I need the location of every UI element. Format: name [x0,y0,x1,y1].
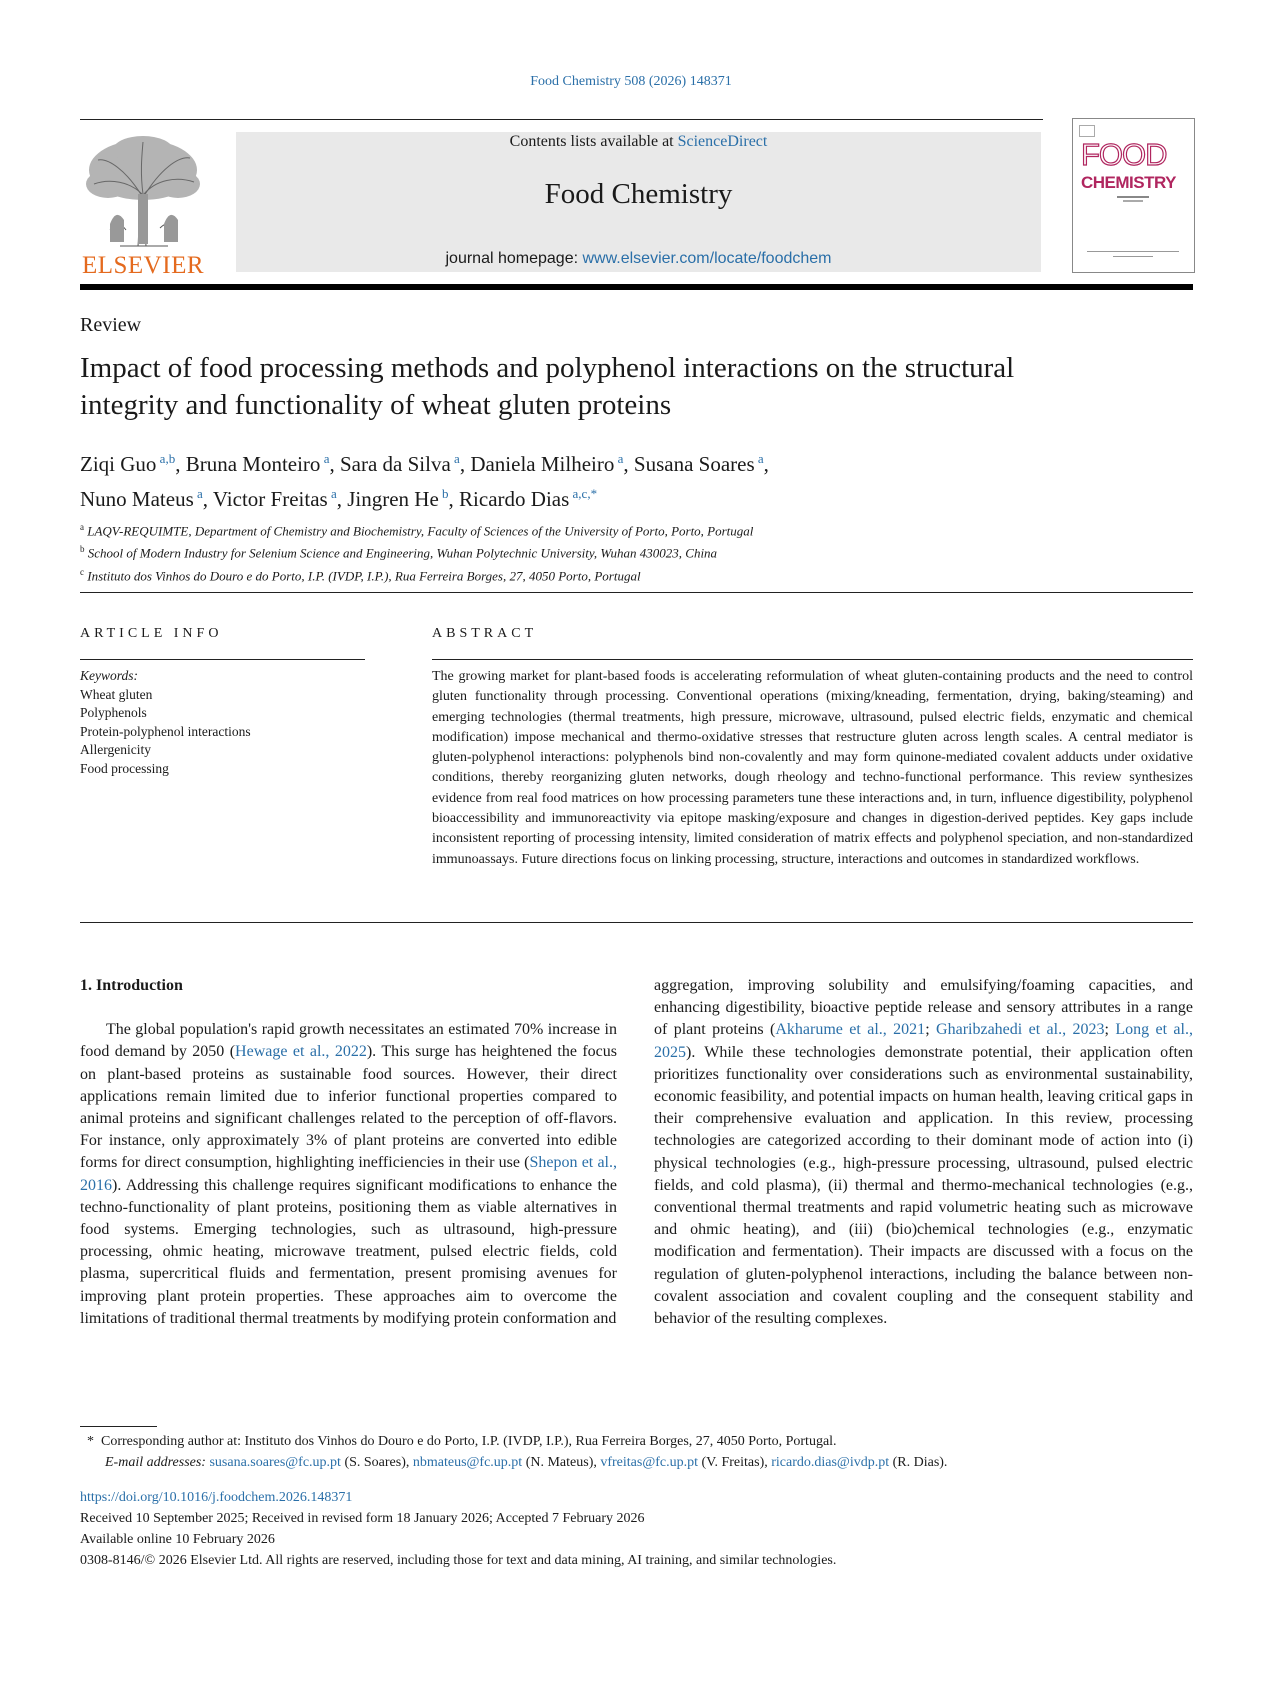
elsevier-tree-icon [80,134,206,250]
intro-left-text-3: ). Addressing this challenge requires significant modifications to enhance the techno-functionality of plant proteins, positioning them as viable alternatives in food systems. Emerging technologies, such as ultrasound, high-pressure processing, ohmic heating, microwave treatment, pulsed electric fields, cold plasma, supercritical fluids and fermentation, present promising avenues for improving plant protein properties. These approaches aim to overcome the limitations of traditional thermal treatments by modifying protein conformation and [80,1176,617,1327]
author-affiliation-mark[interactable]: b [438,486,449,501]
author-affiliation-mark[interactable]: a [614,451,624,466]
author-line-2 [80,479,1180,514]
author-line-1 [80,444,1180,479]
body-column-right [654,975,1193,1330]
author-name[interactable]: Ziqi Guo [80,452,157,476]
email-link[interactable]: vfreitas@fc.up.pt [600,1455,698,1470]
corresponding-author-text: Corresponding author at: Instituto dos Vinhos do Douro e do Porto, I.P. (IVDP, I.P.), Rua Ferreira Borges, 27, 4050 Porto, Portugal. [101,1434,837,1449]
author-separator: , [336,487,348,511]
intro-right-text-1: aggregation, improving solubility and emulsifying/foaming capacities, and enhancing digestibility, bioactive peptide release and sensory attributes in a range of plant proteins ( [654,977,1193,1039]
affiliation-item [80,563,1180,585]
author-separator: , [175,452,186,476]
article-info-rule [80,659,365,660]
citation-separator-1: ; [925,1021,937,1039]
homepage-link[interactable]: www.elsevier.com/locate/foodchem [582,250,832,267]
keywords-label: Keywords: [80,668,138,683]
author-name[interactable]: Jingren He [347,487,439,511]
abstract-text: The growing market for plant-based foods is accelerating reformulation of wheat gluten-containing products and the need to control gluten functionality through processing. Conventional operations (mixing/kneading, fermentation, drying, baking/steaming) and emerging technologies (thermal treatments, high pressure, microwave, ultrasound, pulsed electric fields, enzymatic and chemical modification) impose mechanical and thermo-oxidative stresses that restructure gluten across length scales. A central mediator is gluten-polyphenol interactions: polyphenols bind non-covalently and may form quinone-mediated covalent adducts under oxidative conditions, thereby reorganizing gluten networks, dough rheology and techno-functional performance. This review synthesizes evidence from real food matrices on how processing parameters tune these interactions and, in turn, influence digestibility, polyphenol bioaccessibility and immunoreactivity via epitope masking/exposure and changes in digestion-derived peptides. Key gaps include inconsistent reporting of processing intensity, limited consideration of matrix effects and polyphenol speciation, and non-standardized immunoassays. Future directions focus on linking processing, structure, interactions and outcomes in standardized workflows. [432,669,1193,867]
keyword-item: Allergenicity [80,742,151,757]
author-affiliation-mark[interactable]: a [193,486,203,501]
header-thick-rule [80,284,1193,290]
email-link[interactable]: susana.soares@fc.up.pt [209,1455,341,1470]
author-separator: , [763,452,769,476]
author-separator: , [448,487,460,511]
journal-reference[interactable]: Food Chemistry 508 (2026) 148371 [530,74,732,89]
affiliation-text: School of Modern Industry for Selenium Science and Engineering, Wuhan Polytechnic University, Wuhan 430023, China [84,545,718,561]
footnote-line-1 [80,1431,1193,1452]
citation-gharibzahedi-2023[interactable]: Gharibzahedi et al., 2023 [936,1021,1105,1039]
author-name[interactable]: Nuno Mateus [80,487,194,511]
keyword-item: Polyphenols [80,705,147,720]
journal-homepage [236,250,1041,268]
author-affiliation-mark[interactable]: a [450,451,460,466]
author-separator: , [623,452,634,476]
author-affiliation-mark[interactable]: a [754,451,764,466]
abstract-end-rule [80,922,1193,923]
contents-line [236,133,1041,151]
email-owner: (R. Dias). [889,1455,948,1470]
article-type: Review [80,314,142,336]
cover-editor-text-icon [1113,195,1153,203]
email-owner: (V. Freitas), [698,1455,772,1470]
keyword-item: Wheat gluten [80,686,153,702]
footnote-star: * [87,1434,94,1449]
available-online: Available online 10 February 2026 [80,1532,275,1547]
affiliations [80,518,1180,585]
author-affiliation-mark[interactable]: a [327,486,337,501]
citation-shepon-2016[interactable]: Shepon et al., 2016 [80,1154,617,1194]
author-name[interactable]: Bruna Monteiro [185,452,321,476]
introduction-paragraph-1 [80,1019,617,1330]
elsevier-logo[interactable] [80,134,206,279]
author-name[interactable]: Sara da Silva [339,452,451,476]
elsevier-wordmark: ELSEVIER [81,252,205,279]
author-affiliation-mark[interactable]: a,c,* [569,486,598,501]
citation-hewage-2022[interactable]: Hewage et al., 2022 [235,1043,367,1061]
author-name[interactable]: Ricardo Dias [459,487,570,511]
sciencedirect-link[interactable]: ScienceDirect [677,133,768,150]
abstract-rule [432,659,1193,660]
contents-prefix: Contents lists available at [509,133,678,150]
cover-title-food: FOOD [1081,137,1167,172]
author-separator: , [329,452,340,476]
doi-link[interactable]: https://doi.org/10.1016/j.foodchem.2026.148371 [80,1490,353,1505]
body-column-left [80,975,617,1330]
keyword-item: Protein-polyphenol interactions [80,723,251,739]
email-owner: (N. Mateus), [522,1455,601,1470]
cover-mini-logo-icon [1079,125,1095,137]
author-separator: , [459,452,471,476]
email-link[interactable]: nbmateus@fc.up.pt [412,1455,523,1470]
received-dates: Received 10 September 2025; Received in revised form 18 January 2026; Accepted 7 February 2026 [80,1511,645,1526]
citation-separator-2: ; [1104,1021,1116,1039]
intro-right-text-2: ). While these technologies demonstrate potential, their application often prioritizes functionality over considerations such as environmental sustainability, economic feasibility, and potential impacts on human health, leaving critical gaps in their comprehensive evaluation and application. In this review, processing technologies are categorized according to their dominant mode of action into (i) physical technologies (e.g., high-pressure processing, ultrasound, pulsed electric fields, and cold plasma), (ii) thermal and thermo-mechanical technologies (e.g., conventional thermal treatments and rapid volumetric heating such as microwave and ohmic heating), and (iii) (bio)chemical technologies (e.g., enzymatic modification and fermentation). Their impacts are discussed with a focus on the regulation of gluten-polyphenol interactions, including the balance between non-covalent association and covalent coupling and the consequent stability and behavior of the resulting complexes. [654,1043,1193,1328]
header-rule [80,119,1043,120]
author-affiliation-mark[interactable]: a [320,451,330,466]
email-addresses [80,1452,1193,1473]
intro-left-text-2: ). This surge has heightened the focus on plant-based proteins as sustainable food sources. However, their direct applications remain limited due to inferior functional properties compared to animal proteins and significant challenges related to the perception of off-flavors. For instance, only approximately 3% of plant proteins are converted into edible forms for direct consumption, highlighting inefficiencies in their use ( [80,1043,618,1172]
affiliation-item [80,540,1180,562]
cover-footer-line [1087,251,1179,252]
section-rule [80,592,1193,593]
affiliation-text: Instituto dos Vinhos do Douro e do Porto, I.P. (IVDP, I.P.), Rua Ferreira Borges, 27, 4050 Porto, Portugal [84,567,641,583]
article-title: Impact of food processing methods and polyphenol interactions on the structural integrity and functionality of wheat gluten proteins [80,352,1015,421]
affiliation-item [80,518,1180,540]
journal-cover-thumbnail[interactable] [1072,118,1195,273]
introduction-heading: 1. Introduction [80,977,183,994]
footnote-rule [80,1426,157,1427]
introduction-paragraph-1-cont [654,975,1193,1330]
author-name[interactable]: Victor Freitas [212,487,328,511]
corresponding-author-footnote [80,1431,1193,1473]
email-owner: (S. Soares), [340,1455,413,1470]
affiliation-mark: a [80,522,84,532]
copyright-notice: 0308-8146/© 2026 Elsevier Ltd. All rights are reserved, including those for text and data mining, AI training, and similar technologies. [80,1553,837,1568]
author-affiliation-mark[interactable]: a,b [156,451,176,466]
email-label: E-mail addresses: [105,1455,206,1470]
affiliation-mark: b [80,544,85,555]
affiliation-text: LAQV-REQUIMTE, Department of Chemistry and Biochemistry, Faculty of Sciences of the University of Porto, Porto, Portugal [84,523,754,539]
citation-long-2025[interactable]: Long et al., 2025 [654,1021,1193,1061]
author-list [80,444,1180,514]
cover-footer-line-short [1113,256,1153,257]
intro-left-text-1: The global population's rapid growth necessitates an estimated 70% increase in food demand by 2050 ( [80,1021,617,1061]
keyword-item: Food processing [80,760,169,776]
author-separator: , [202,487,213,511]
author-name[interactable]: Susana Soares [633,452,755,476]
affiliation-mark: c [80,566,84,577]
abstract-heading: ABSTRACT [432,626,538,641]
keywords-block [80,667,365,778]
citation-akharume-2021[interactable]: Akharume et al., 2021 [775,1021,926,1039]
journal-name: Food Chemistry [544,178,733,210]
publication-info [80,1487,1193,1571]
article-info-heading: ARTICLE INFO [80,626,223,641]
cover-title-chemistry: CHEMISTRY [1081,173,1176,192]
email-link[interactable]: ricardo.dias@ivdp.pt [771,1455,890,1470]
homepage-prefix: journal homepage: [445,250,583,267]
author-name[interactable]: Daniela Milheiro [470,452,615,476]
